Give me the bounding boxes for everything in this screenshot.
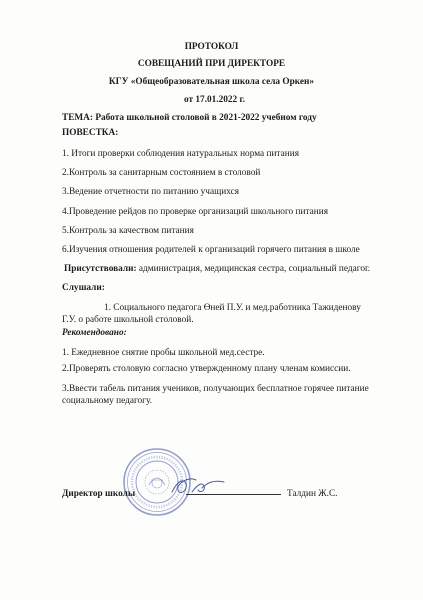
agenda-item: 5.Контроль за качеством питания (62, 226, 194, 236)
doc-date: от 17.01.2022 г. (183, 95, 246, 105)
director-role: Директор школы (62, 489, 136, 499)
topic-line (62, 113, 317, 124)
present-line (64, 264, 370, 275)
recommended-label: Рекомендовано: (62, 328, 127, 338)
present-text: администрация, медицинская сестра, социальный педагог. (136, 264, 371, 274)
agenda-item: 6.Изучения отношения родителей к организаций горячего питания в школе (62, 245, 360, 255)
doc-subtitle: СОВЕЩАНИЙ ПРИ ДИРЕКТОРЕ (137, 59, 286, 69)
present-label: Присутствовали: (64, 264, 137, 274)
director-name: Талдин Ж.С. (287, 489, 338, 499)
topic-text: Работа школьной столовой в 2021-2022 учебном году (95, 113, 317, 123)
agenda-label: ПОВЕСТКА: (62, 128, 119, 138)
recommended-item: 3.Ввести табель питания учеников, получающих бесплатное горячее питание (62, 384, 369, 394)
heard-line: 1. Социального педагога Өней П.У. и мед.работника Тажиденову (104, 303, 361, 313)
recommended-item: 1. Ежедневное снятие пробы школьной мед.сестре. (62, 348, 265, 358)
agenda-item: 2.Контроль за санитарным состоянием в столовой (62, 168, 261, 178)
agenda-item: 1. Итоги проверки соблюдения натуральных норма питания (62, 149, 299, 159)
heard-line: Г.У. о работе школьной столовой. (62, 315, 194, 325)
recommended-item: 2.Проверять столовую согласно утвержденному плану членам комиссии. (62, 364, 351, 374)
heard-label: Слушали: (62, 283, 105, 293)
recommended-item: социальному педагогу. (62, 396, 153, 406)
topic-label: ТЕМА: (62, 113, 93, 123)
agenda-item: 4.Проведение рейдов по проверке организаций школьного питания (62, 207, 328, 217)
director-signature (168, 470, 228, 502)
organization-name: КГУ «Общеобразовательная школа села Оркен» (108, 77, 315, 87)
agenda-item: 3.Ведение отчетности по питанию учащихся (62, 187, 240, 197)
doc-title: ПРОТОКОЛ (184, 42, 239, 52)
